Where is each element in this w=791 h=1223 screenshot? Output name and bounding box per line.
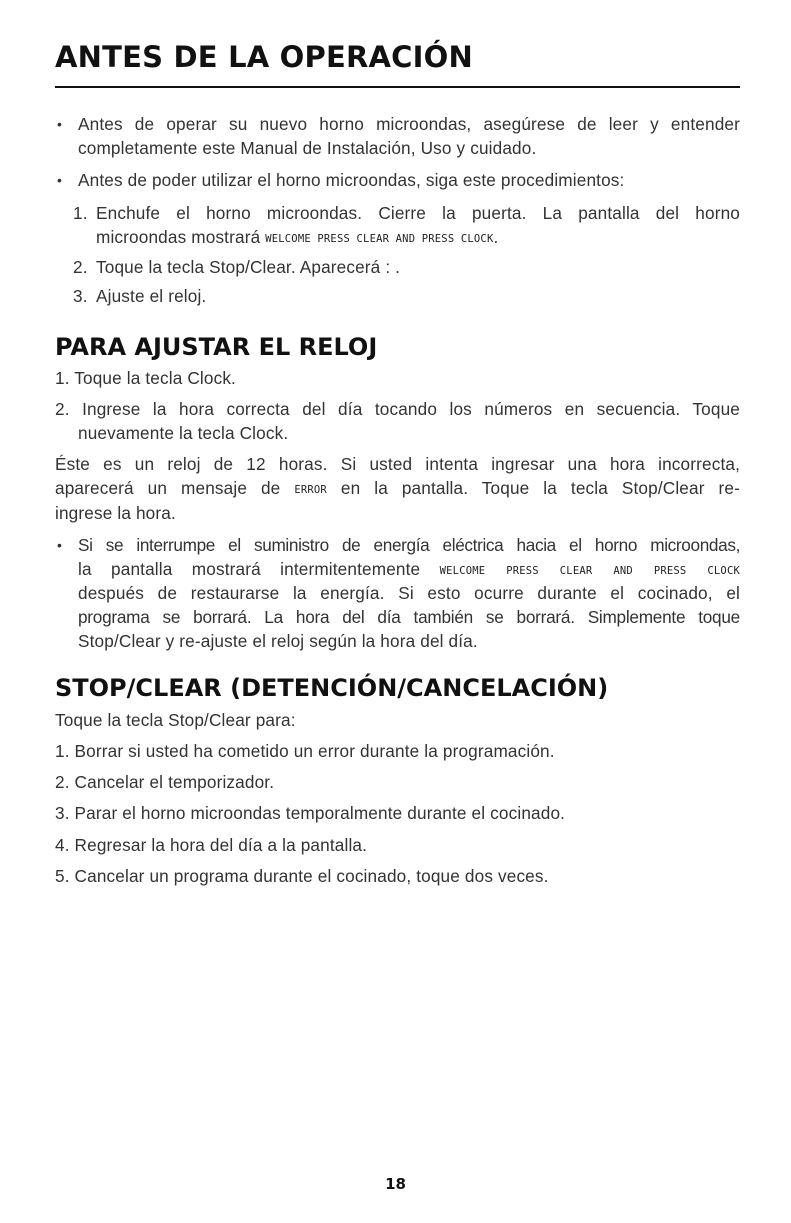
clock-paragraph-line-2: aparecerá un mensaje de ERROR en la pantalla. Toque la tecla Stop/Clear re- [55,478,740,498]
stop-clear-intro: Toque la tecla Stop/Clear para: [55,710,296,730]
clock-bullet-line-3: después de restaurarse la energía. Si esto ocurre durante el cocinado, el [78,583,740,603]
stop-clear-item: 4. Regresar la hora del día a la pantalla. [55,835,368,855]
bullet-icon: • [57,172,62,188]
display-message: WELCOME PRESS CLEAR AND PRESS CLOCK [439,565,740,577]
clock-bullet-line-4: programa se borrará. La hora del día también se borrará. Simplemente toque [78,607,740,627]
step-2-number: 2. [73,257,88,277]
clock-step-2-line-1: 2. Ingrese la hora correcta del día tocando los números en secuencia. Toque [55,399,740,419]
stop-clear-item: 2. Cancelar el temporizador. [55,772,275,792]
step-3-text: Ajuste el reloj. [96,286,207,306]
page-title: ANTES DE LA OPERACIÓN [55,40,473,74]
stop-clear-item: 3. Parar el horno microondas temporalmente durante el cocinado. [55,803,566,823]
stop-clear-item: 5. Cancelar un programa durante el cocinado, toque dos veces. [55,866,549,886]
step-1-line-1: Enchufe el horno microondas. Cierre la puerta. La pantalla del horno [96,203,740,223]
clock-section-heading: PARA AJUSTAR EL RELOJ [55,333,378,361]
step-1-line-2: microondas mostrará WELCOME PRESS CLEAR AND PRESS CLOCK. [96,227,499,247]
stop-clear-item: 1. Borrar si usted ha cometido un error durante la programación. [55,741,555,761]
display-message: WELCOME PRESS CLEAR AND PRESS CLOCK [265,233,494,245]
clock-bullet-line-1: Si se interrumpe el suministro de energía eléctrica hacia el horno microondas, [78,535,740,555]
clock-step-1: 1. Toque la tecla Clock. [55,368,236,388]
bullet-icon: • [57,116,62,132]
step-1-number: 1. [73,203,88,223]
clock-bullet-line-5: Stop/Clear y re-ajuste el reloj según la hora del día. [78,631,478,651]
clock-paragraph-line-1: Éste es un reloj de 12 horas. Si usted intenta ingresar una hora incorrecta, [55,454,740,474]
stop-clear-section-heading: STOP/CLEAR (DETENCIÓN/CANCELACIÓN) [55,674,609,702]
clock-paragraph-line-3: ingrese la hora. [55,503,176,523]
step-3-number: 3. [73,286,88,306]
intro-bullet-1-line-1: Antes de operar su nuevo horno microondas, asegúrese de leer y entender [78,114,740,134]
clock-bullet-line-2: la pantalla mostrará intermitentemente WELCOME PRESS CLEAR AND PRESS CLOCK [78,559,740,579]
step-2-text: Toque la tecla Stop/Clear. Aparecerá : . [96,257,401,277]
clock-step-2-line-2: nuevamente la tecla Clock. [78,423,289,443]
error-display-message: ERROR [294,484,327,496]
intro-bullet-2: Antes de poder utilizar el horno microondas, siga este procedimientos: [78,170,625,190]
title-divider [55,86,740,88]
intro-bullet-1-line-2: completamente este Manual de Instalación, Uso y cuidado. [78,138,537,158]
page-number: 18 [385,1175,406,1193]
bullet-icon: • [57,537,62,553]
